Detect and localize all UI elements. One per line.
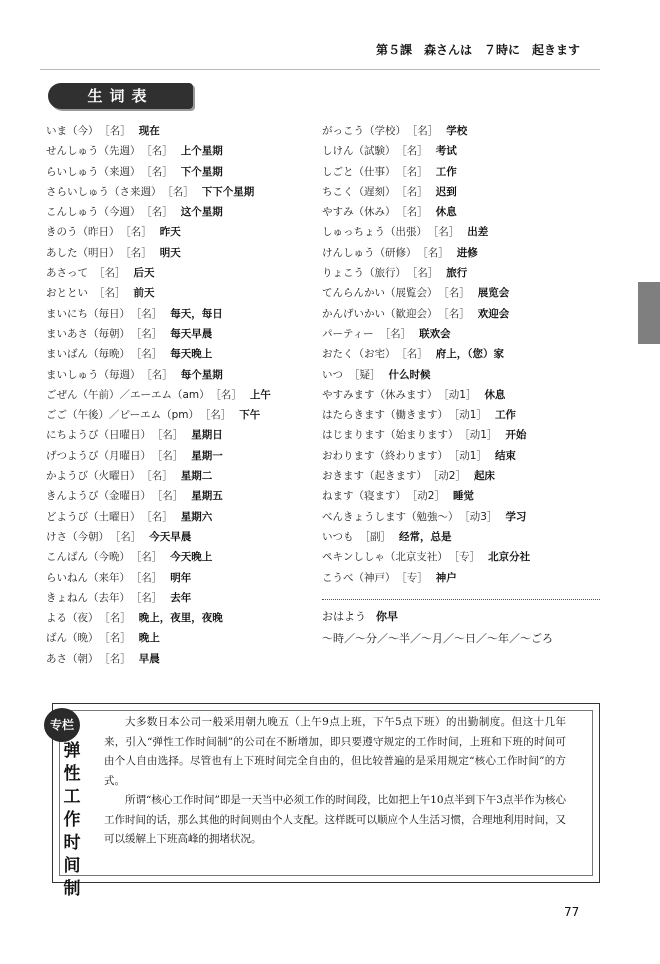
- vocab-part-of-speech: ［名］: [104, 632, 131, 645]
- vocab-kana: げつようび（月曜日）: [46, 449, 151, 462]
- vocab-entry: [322, 263, 594, 283]
- vocab-kana: ペキンししゃ（北京支社）: [322, 551, 448, 564]
- vocab-entry: [46, 628, 318, 648]
- vocab-entry: [46, 182, 318, 202]
- column-title-char: 作: [63, 810, 81, 830]
- vocab-kana: ちこく（遅刻）: [322, 185, 396, 198]
- vocab-kana: きんようび（金曜日）: [46, 490, 151, 503]
- vocab-kana: まいしゅう（毎週）: [46, 368, 141, 381]
- vocab-kana: あした（明日）: [46, 246, 120, 259]
- vocab-meaning: 学习: [505, 510, 527, 523]
- vocab-meaning: 考试: [435, 145, 457, 158]
- vocab-entry: [46, 365, 318, 385]
- vocab-entry: [46, 283, 318, 303]
- vocab-entry: [46, 486, 318, 506]
- vocab-kana: ごご（午後）／ピーエム（pm）: [46, 409, 199, 422]
- vocab-entry: [322, 507, 594, 527]
- vocab-part-of-speech: ［名］: [104, 612, 131, 625]
- vocab-kana: パーティー: [322, 327, 374, 340]
- vocab-part-of-speech: ［名］: [146, 470, 173, 483]
- vocab-entry: [322, 365, 594, 385]
- vocab-part-of-speech: ［名］: [401, 185, 428, 198]
- vocab-meaning: 星期日: [191, 429, 223, 442]
- vocab-entry: [46, 608, 318, 628]
- vocab-entry: [322, 405, 594, 425]
- vocab-meaning: 迟到: [435, 185, 457, 198]
- vocab-kana: べんきょうします（勉強～）: [322, 510, 459, 523]
- vocab-kana: がっこう（学校）: [322, 125, 406, 137]
- vocab-entry: [46, 263, 318, 283]
- vocab-kana: まいにち（毎日）: [46, 307, 130, 320]
- vocab-meaning: 联欢会: [419, 327, 451, 340]
- vocab-meaning: 明年: [170, 571, 192, 584]
- vocab-part-of-speech: ［动2］: [433, 470, 466, 483]
- vocab-kana: あさって: [46, 267, 88, 280]
- vocab-kana: やすみます（休みます）: [322, 388, 438, 401]
- vocab-part-of-speech: ［专］: [401, 571, 428, 584]
- vocab-part-of-speech: ［名］: [125, 246, 152, 259]
- column-paragraph: 大多数日本公司一般采用朝九晚五（上午9点上班，下午5点下班）的出勤制度。但这十几年来，引入“弹性工作时间制”的公司在不断增加，即只要遵守规定的工作时间，上班和下班的时间可由个人自由选择。尽管也有上下班时间完全自由的，但比较普遍的是采用规定“核心工作时间”的方式。: [104, 716, 566, 787]
- vocab-meaning: 开始: [505, 429, 527, 442]
- vocab-kana: おたく（お宅）: [322, 348, 396, 361]
- vocab-meaning: 后天: [133, 267, 155, 280]
- vocab-entry: [322, 568, 594, 588]
- vocab-kana: しゅっちょう（出張）: [322, 226, 427, 239]
- greeting-kana: おはよう: [322, 610, 366, 623]
- vocab-entry: [46, 243, 318, 263]
- vocab-meaning: 今天早晨: [149, 530, 192, 543]
- vocab-meaning: 每个星期: [180, 368, 223, 381]
- vocab-part-of-speech: ［名］: [136, 348, 163, 361]
- vocab-meaning: 府上，（您）家: [435, 348, 504, 361]
- vocab-meaning: 休息: [484, 388, 506, 401]
- column-title-char: 间: [63, 856, 81, 876]
- vocab-entry: [322, 162, 594, 182]
- vocab-meaning: 星期一: [191, 449, 223, 462]
- vocab-meaning: 展览会: [477, 287, 510, 300]
- vocab-part-of-speech: ［副］: [359, 530, 391, 543]
- vocab-meaning: 上个星期: [180, 145, 223, 158]
- vocab-meaning: 星期五: [191, 490, 223, 503]
- vocab-meaning: 现在: [138, 125, 160, 137]
- vocab-entry: [322, 304, 594, 324]
- vocab-meaning: 神户: [435, 571, 457, 584]
- vocab-kana: よる（夜）: [46, 612, 99, 625]
- page-number: 77: [564, 905, 580, 919]
- vocab-meaning: 下午: [239, 409, 261, 422]
- vocab-meaning: 去年: [170, 591, 192, 604]
- vocab-meaning: 早晨: [138, 652, 160, 665]
- vocab-meaning: 晚上，夜里，夜晚: [138, 612, 223, 625]
- vocab-part-of-speech: ［疑］: [349, 368, 381, 381]
- vocab-entry: [46, 222, 318, 242]
- vocab-part-of-speech: ［名］: [125, 226, 152, 239]
- vocab-part-of-speech: ［名］: [136, 571, 163, 584]
- vocab-part-of-speech: ［名］: [136, 591, 163, 604]
- vocab-entry: [322, 324, 594, 344]
- vocab-entry: [46, 141, 318, 161]
- vocab-meaning: 今天晚上: [170, 551, 213, 564]
- vocab-entry: [46, 507, 318, 527]
- vocab-part-of-speech: ［名］: [412, 125, 439, 137]
- vocab-meaning: 北京分社: [488, 551, 531, 564]
- vocab-part-of-speech: ［动1］: [464, 429, 498, 442]
- vocab-meaning: 每天早晨: [170, 327, 213, 340]
- vocab-entry: [322, 283, 594, 303]
- vocab-kana: こうべ（神戸）: [322, 571, 396, 584]
- vocab-meaning: 昨天: [159, 226, 181, 239]
- vocab-entry: [322, 547, 594, 567]
- vocab-kana: いま（今）: [46, 125, 99, 137]
- vocab-meaning: 睡觉: [452, 490, 474, 503]
- vocab-meaning: 结束: [494, 449, 516, 462]
- vocab-part-of-speech: ［名］: [433, 226, 460, 239]
- vocab-part-of-speech: ［名］: [401, 165, 428, 178]
- vocabulary-column-right: [322, 121, 594, 588]
- column-title-char: 时: [63, 833, 81, 853]
- vocab-kana: しけん（試験）: [322, 145, 396, 158]
- vocab-entry: [46, 202, 318, 222]
- greeting-meaning: 你早: [376, 610, 398, 623]
- vocab-entry: [46, 121, 318, 141]
- vocab-meaning: 学校: [446, 125, 468, 137]
- vocab-part-of-speech: ［名］: [146, 165, 173, 178]
- vocab-part-of-speech: ［名］: [136, 307, 163, 320]
- vocab-entry: [46, 649, 318, 669]
- page-edge-tab: [638, 282, 660, 344]
- vocab-kana: りょこう（旅行）: [322, 267, 406, 280]
- vocab-entry: [322, 486, 594, 506]
- vocab-meaning: 晚上: [138, 632, 160, 645]
- vocab-part-of-speech: ［名］: [215, 388, 242, 401]
- vocab-kana: あさ（朝）: [46, 652, 99, 665]
- column-title-char: 工: [63, 787, 81, 807]
- vocab-meaning: 欢迎会: [477, 307, 510, 320]
- vocab-entry: [46, 304, 318, 324]
- vocab-part-of-speech: ［名］: [401, 348, 428, 361]
- vocab-entry: [46, 446, 318, 466]
- column-title-char: 弹: [63, 741, 81, 761]
- vocab-kana: ばん（晩）: [46, 632, 99, 645]
- vocab-part-of-speech: ［动1］: [454, 449, 487, 462]
- vocab-meaning: 下个星期: [180, 165, 223, 178]
- vocab-entry: [322, 385, 594, 405]
- vocab-entry: [46, 324, 318, 344]
- vocab-entry: [322, 243, 594, 263]
- vocab-kana: まいあさ（毎朝）: [46, 327, 130, 340]
- vocab-kana: はたらきます（働きます）: [322, 409, 448, 422]
- vocab-entry: [322, 182, 594, 202]
- vocab-part-of-speech: ［名］: [136, 327, 163, 340]
- vocab-entry: [322, 425, 594, 445]
- vocab-meaning: 经常，总是: [399, 530, 452, 543]
- vocab-entry: [46, 466, 318, 486]
- vocab-kana: にちようび（日曜日）: [46, 429, 151, 442]
- vocab-part-of-speech: ［动2］: [412, 490, 445, 503]
- column-paragraph: 所谓“核心工作时间”即是一天当中必须工作的时间段，比如把上午10点半到下午3点半作为核心工作时间的话，那么其他的时间则由个人支配。这样既可以顺应个人生活习惯，合理地利用时间，又可以缓解上下班高峰的拥堵状况。: [104, 794, 566, 845]
- vocab-kana: けんしゅう（研修）: [322, 246, 417, 259]
- vocab-part-of-speech: ［名］: [401, 145, 428, 158]
- vocab-meaning: 这个星期: [180, 206, 223, 219]
- vocab-kana: きょねん（去年）: [46, 591, 130, 604]
- vocabulary-column-left: [46, 121, 318, 669]
- vocab-kana: いつも: [322, 530, 354, 543]
- vocab-meaning: 进修: [456, 246, 478, 259]
- vocab-part-of-speech: ［名］: [146, 145, 173, 158]
- vocab-entry: [46, 405, 318, 425]
- vocab-kana: らいしゅう（来週）: [46, 165, 141, 178]
- vocab-kana: かんげいかい（歓迎会）: [322, 307, 438, 320]
- vocab-entry: [322, 344, 594, 364]
- vocab-meaning: 出差: [467, 226, 489, 239]
- vocab-meaning: 每天，每日: [170, 307, 223, 320]
- vocab-part-of-speech: ［名］: [443, 287, 470, 300]
- vocab-part-of-speech: ［名］: [157, 490, 184, 503]
- vocab-entry: [322, 466, 594, 486]
- vocab-meaning: 明天: [159, 246, 181, 259]
- vocab-entry: [46, 568, 318, 588]
- vocab-entry: [46, 344, 318, 364]
- vocab-meaning: 下下个星期: [201, 185, 255, 198]
- vocab-kana: おととい: [46, 287, 88, 300]
- vocab-part-of-speech: ［名］: [115, 530, 142, 543]
- vocab-part-of-speech: ［专］: [453, 551, 481, 564]
- vocab-kana: こんしゅう（今週）: [46, 206, 141, 219]
- vocab-part-of-speech: ［名］: [379, 327, 412, 340]
- vocab-entry: [322, 121, 594, 141]
- vocab-kana: まいばん（毎晩）: [46, 348, 130, 361]
- header-rule: [40, 69, 600, 70]
- vocab-entry: [46, 385, 318, 405]
- vocab-kana: ねます（寝ます）: [322, 490, 406, 503]
- vocab-part-of-speech: ［名］: [94, 287, 126, 300]
- vocab-kana: てんらんかい（展覧会）: [322, 287, 438, 300]
- vocab-kana: きのう（昨日）: [46, 226, 120, 239]
- vocab-part-of-speech: ［动1］: [443, 388, 477, 401]
- column-title-char: 制: [63, 879, 81, 899]
- vocab-kana: ごぜん（午前）／エーエム（am）: [46, 388, 210, 401]
- lesson-header: 第５課 森さんは ７時に 起きます: [375, 43, 580, 57]
- vocab-kana: かようび（火曜日）: [46, 470, 141, 483]
- vocab-kana: しごと（仕事）: [322, 165, 396, 178]
- vocab-entry: [46, 162, 318, 182]
- vocab-meaning: 星期二: [180, 470, 213, 483]
- vocab-entry: [322, 446, 594, 466]
- vocab-part-of-speech: ［名］: [401, 206, 428, 219]
- vocab-meaning: 上午: [249, 388, 271, 401]
- vocab-part-of-speech: ［名］: [146, 368, 173, 381]
- vocab-entry: [322, 141, 594, 161]
- vocab-meaning: 每天晚上: [170, 348, 213, 361]
- vocab-part-of-speech: ［名］: [204, 409, 232, 422]
- vocab-entry: [322, 222, 594, 242]
- vocab-meaning: 工作: [494, 409, 516, 422]
- vocab-part-of-speech: ［名］: [412, 267, 439, 280]
- vocab-part-of-speech: ［名］: [136, 551, 163, 564]
- vocab-entry: [46, 425, 318, 445]
- vocab-part-of-speech: ［名］: [422, 246, 449, 259]
- vocab-kana: どようび（土曜日）: [46, 510, 141, 523]
- vocab-meaning: 星期六: [180, 510, 213, 523]
- vocab-kana: けさ（今朝）: [46, 530, 109, 543]
- vocab-meaning: 旅行: [446, 267, 468, 280]
- vocab-entry: [46, 547, 318, 567]
- vocab-part-of-speech: ［动3］: [464, 510, 498, 523]
- vocab-part-of-speech: ［名］: [157, 429, 184, 442]
- vocab-kana: さらいしゅう（さ来週）: [46, 185, 162, 198]
- greeting-entry: [322, 608, 398, 624]
- vocab-part-of-speech: ［名］: [167, 185, 194, 198]
- vocab-kana: おきます（起きます）: [322, 470, 427, 483]
- column-badge: 专栏: [44, 708, 80, 742]
- vocab-part-of-speech: ［名］: [104, 652, 131, 665]
- vocab-meaning: 休息: [435, 206, 457, 219]
- column-title: [59, 740, 85, 901]
- column-body: [104, 713, 566, 850]
- vocab-part-of-speech: ［名］: [104, 125, 131, 137]
- vocab-part-of-speech: ［名］: [94, 267, 126, 280]
- vocab-part-of-speech: ［名］: [146, 206, 173, 219]
- vocab-part-of-speech: ［动1］: [454, 409, 487, 422]
- vocab-kana: おわります（終わります）: [322, 449, 448, 462]
- vocab-kana: せんしゅう（先週）: [46, 145, 141, 158]
- vocab-entry: [46, 527, 318, 547]
- vocab-kana: こんばん（今晩）: [46, 551, 130, 564]
- counter-suffixes: ～時／～分／～半／～月／～日／～年／～ごろ: [322, 632, 553, 645]
- vocab-part-of-speech: ［名］: [146, 510, 173, 523]
- column-title-char: 性: [63, 764, 81, 784]
- vocabulary-title-badge: [48, 83, 193, 109]
- vocab-entry: [46, 588, 318, 608]
- vocab-meaning: 什么时候: [388, 368, 431, 381]
- vocab-meaning: 前天: [133, 287, 155, 300]
- vocab-kana: やすみ（休み）: [322, 206, 396, 219]
- dotted-divider: [322, 599, 600, 600]
- vocab-entry: [322, 202, 594, 222]
- vocab-entry: [322, 527, 594, 547]
- vocab-part-of-speech: ［名］: [443, 307, 470, 320]
- vocab-kana: いつ: [322, 368, 343, 381]
- vocab-meaning: 工作: [435, 165, 457, 178]
- vocabulary-title: 生词表: [87, 87, 154, 105]
- vocab-meaning: 起床: [473, 470, 495, 483]
- vocab-kana: らいねん（来年）: [46, 571, 130, 584]
- vocab-kana: はじまります（始まります）: [322, 429, 459, 442]
- vocab-part-of-speech: ［名］: [157, 449, 184, 462]
